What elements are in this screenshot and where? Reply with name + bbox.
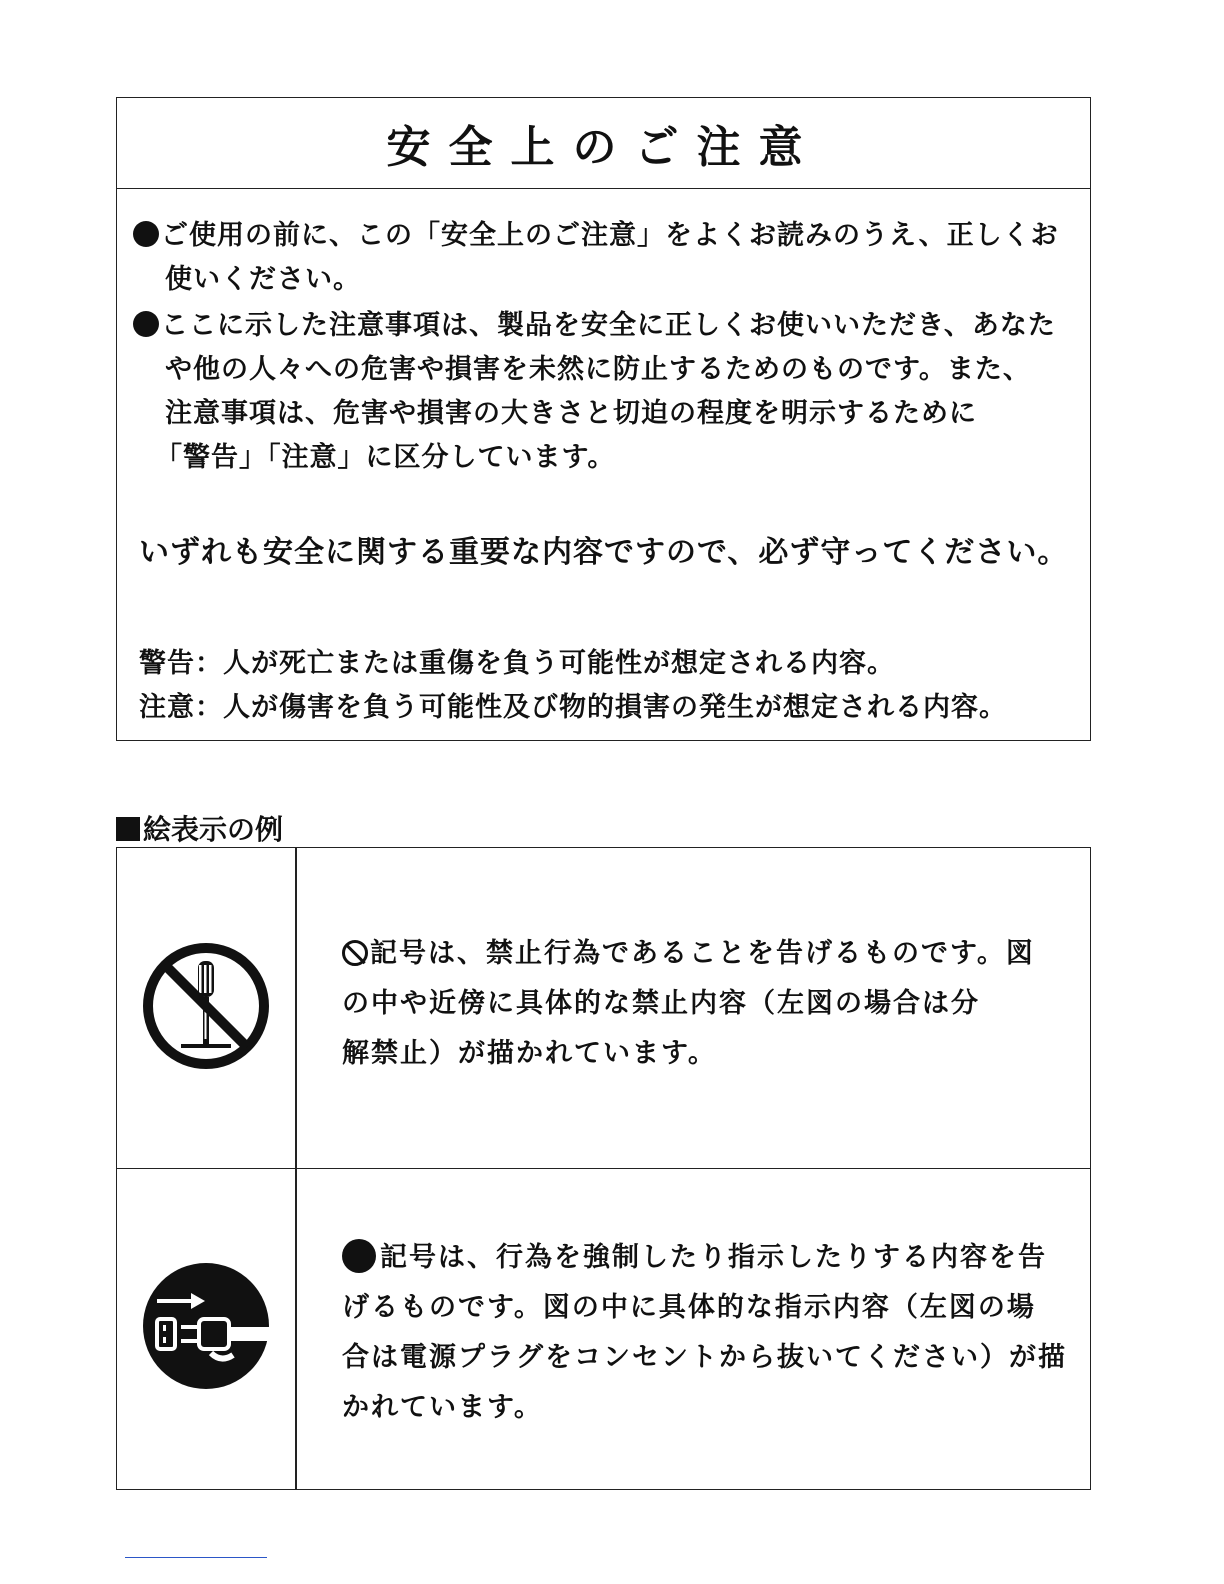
pictogram-table — [116, 847, 1091, 1490]
bullet-2-line-2: や他の人々への危害や損害を未然に防止するためのものです。また、 — [165, 354, 1031, 385]
square-bullet-icon — [116, 817, 140, 841]
warning-definition: 警告：人が死亡または重傷を負う可能性が想定される内容。 — [139, 648, 895, 679]
description-line: の中や近傍に具体的な禁止内容（左図の場合は分 — [342, 988, 980, 1019]
unplug-instruction-icon — [141, 1261, 271, 1391]
bullet-2-line-1: ここに示した注意事項は、製品を安全に正しくお使いいただき、あなた — [133, 303, 1056, 342]
description-line: げるものです。図の中に具体的な指示内容（左図の場 — [342, 1292, 1036, 1323]
prohibition-description — [342, 929, 1035, 1079]
table-row — [117, 1169, 1090, 1489]
safety-notice-box — [116, 97, 1091, 741]
bullet-2-line-4: 「警告」「注意」に区分しています。 — [155, 442, 616, 473]
instruction-description — [342, 1233, 1067, 1433]
pictogram-section-heading: 絵表示の例 — [116, 808, 283, 848]
filled-circle-icon — [342, 1239, 376, 1273]
safety-notice-title: 安全上のご注意 — [117, 98, 1090, 189]
bullet-1-line-1: ご使用の前に、この「安全上のご注意」をよくお読みのうえ、正しくお — [133, 213, 1059, 252]
bullet-icon — [133, 311, 159, 337]
description-line: 解禁止）が描かれています。 — [342, 1038, 717, 1069]
prohibition-circle-icon — [342, 940, 368, 966]
description-line: 記号は、禁止行為であることを告げるものです。図 — [342, 929, 1035, 979]
no-disassembly-prohibition-icon — [141, 941, 271, 1071]
table-row — [117, 848, 1090, 1169]
footer-rule — [125, 1557, 267, 1558]
bullet-icon — [133, 221, 159, 247]
bullet-1-line-2: 使いください。 — [165, 264, 361, 295]
emphasis-line: いずれも安全に関する重要な内容ですので、必ず守ってください。 — [139, 535, 1069, 570]
description-line: 合は電源プラグをコンセントから抜いてください）が描 — [342, 1342, 1067, 1373]
description-line: かれています。 — [342, 1392, 543, 1423]
caution-definition: 注意：人が傷害を負う可能性及び物的損害の発生が想定される内容。 — [139, 692, 1007, 723]
bullet-2-line-3: 注意事項は、危害や損害の大きさと切迫の程度を明示するために — [165, 398, 977, 429]
description-line: 記号は、行為を強制したり指示したりする内容を告 — [342, 1233, 1067, 1283]
